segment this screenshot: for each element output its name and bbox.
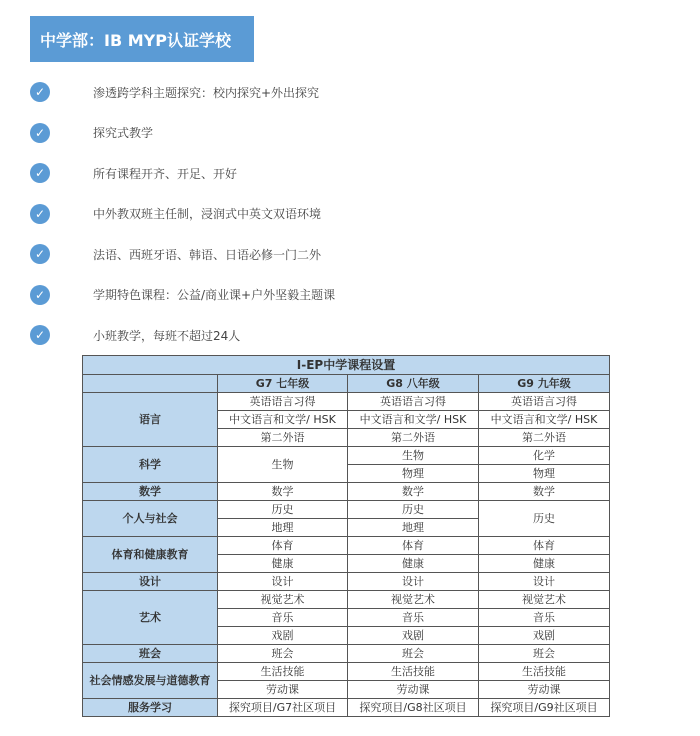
subject-language: 语言 — [83, 393, 218, 447]
table-cell: 探究项目/G7社区项目 — [218, 699, 348, 717]
table-cell: 生活技能 — [348, 663, 479, 681]
banner-title: 中学部：IB MYP认证学校 — [40, 30, 231, 50]
header-g7: G7 七年级 — [218, 375, 348, 393]
table-title-row — [83, 356, 610, 375]
table-cell: 生活技能 — [218, 663, 348, 681]
header-blank — [83, 375, 218, 393]
list-item — [30, 275, 670, 316]
table-cell: 数学 — [218, 483, 348, 501]
table-cell: 健康 — [479, 555, 610, 573]
table-cell: 探究项目/G8社区项目 — [348, 699, 479, 717]
curriculum-table-wrapper — [82, 355, 609, 717]
check-circle-icon: ✓ — [30, 123, 50, 143]
table-cell: 劳动课 — [218, 681, 348, 699]
list-item-text: 学期特色课程：公益/商业课+户外坚毅主题课 — [93, 288, 336, 303]
list-item-text: 所有课程开齐、开足、开好 — [93, 166, 238, 181]
table-cell: 体育 — [218, 537, 348, 555]
subject-class-meeting: 班会 — [83, 645, 218, 663]
table-cell: 体育 — [348, 537, 479, 555]
table-cell: 第二外语 — [348, 429, 479, 447]
table-cell: 探究项目/G9社区项目 — [479, 699, 610, 717]
list-item — [30, 194, 670, 235]
header-g8: G8 八年级 — [348, 375, 479, 393]
table-cell: 班会 — [479, 645, 610, 663]
table-cell: 地理 — [348, 519, 479, 537]
subject-arts: 艺术 — [83, 591, 218, 645]
check-circle-icon: ✓ — [30, 244, 50, 264]
subject-sel: 社会情感发展与道德教育 — [83, 663, 218, 699]
table-cell: 健康 — [348, 555, 479, 573]
table-row — [83, 663, 610, 681]
table-cell: 戏剧 — [218, 627, 348, 645]
table-cell: 中文语言和文学/ HSK — [218, 411, 348, 429]
table-cell: 生活技能 — [479, 663, 610, 681]
check-circle-icon: ✓ — [30, 285, 50, 305]
table-cell: 班会 — [218, 645, 348, 663]
table-cell: 设计 — [218, 573, 348, 591]
check-circle-icon: ✓ — [30, 163, 50, 183]
table-cell: 物理 — [479, 465, 610, 483]
subject-individuals: 个人与社会 — [83, 501, 218, 537]
table-cell: 英语语言习得 — [479, 393, 610, 411]
table-cell: 班会 — [348, 645, 479, 663]
table-cell: 物理 — [348, 465, 479, 483]
section-banner — [30, 16, 254, 62]
list-item-text: 中外教双班主任制，浸润式中英文双语环境 — [93, 207, 322, 222]
subject-science: 科学 — [83, 447, 218, 483]
list-item-text: 渗透跨学科主题探究：校内探究+外出探究 — [93, 85, 320, 100]
table-cell: 音乐 — [348, 609, 479, 627]
table-row — [83, 447, 610, 465]
table-cell: 中文语言和文学/ HSK — [348, 411, 479, 429]
header-g9: G9 九年级 — [479, 375, 610, 393]
table-cell: 英语语言习得 — [218, 393, 348, 411]
table-row — [83, 591, 610, 609]
table-cell: 地理 — [218, 519, 348, 537]
table-cell: 英语语言习得 — [348, 393, 479, 411]
table-cell: 劳动课 — [348, 681, 479, 699]
table-cell: 化学 — [479, 447, 610, 465]
list-item — [30, 234, 670, 275]
table-cell: 设计 — [479, 573, 610, 591]
curriculum-table — [82, 355, 610, 717]
list-item-text: 法语、西班牙语、韩语、日语必修一门二外 — [93, 247, 322, 262]
table-row — [83, 573, 610, 591]
subject-pe: 体育和健康教育 — [83, 537, 218, 573]
table-row — [83, 393, 610, 411]
table-row — [83, 501, 610, 519]
list-item — [30, 153, 670, 194]
table-cell: 历史 — [479, 501, 610, 537]
table-row — [83, 645, 610, 663]
table-cell: 劳动课 — [479, 681, 610, 699]
table-cell: 视觉艺术 — [218, 591, 348, 609]
table-cell: 视觉艺术 — [348, 591, 479, 609]
list-item — [30, 72, 670, 113]
table-cell: 生物 — [218, 447, 348, 483]
table-title: I-EP中学课程设置 — [83, 356, 610, 375]
check-circle-icon: ✓ — [30, 204, 50, 224]
table-cell: 数学 — [479, 483, 610, 501]
table-cell: 音乐 — [479, 609, 610, 627]
table-cell: 音乐 — [218, 609, 348, 627]
table-cell: 第二外语 — [479, 429, 610, 447]
table-cell: 戏剧 — [479, 627, 610, 645]
table-cell: 视觉艺术 — [479, 591, 610, 609]
feature-list — [30, 72, 670, 356]
table-cell: 戏剧 — [348, 627, 479, 645]
list-item-text: 小班教学，每班不超过24人 — [93, 328, 241, 343]
table-cell: 健康 — [218, 555, 348, 573]
table-row — [83, 483, 610, 501]
table-cell: 生物 — [348, 447, 479, 465]
table-cell: 历史 — [218, 501, 348, 519]
check-circle-icon: ✓ — [30, 325, 50, 345]
table-cell: 历史 — [348, 501, 479, 519]
table-cell: 数学 — [348, 483, 479, 501]
table-cell: 中文语言和文学/ HSK — [479, 411, 610, 429]
list-item-text: 探究式教学 — [93, 126, 154, 141]
table-row — [83, 699, 610, 717]
table-row — [83, 537, 610, 555]
subject-math: 数学 — [83, 483, 218, 501]
list-item — [30, 315, 670, 356]
table-cell: 体育 — [479, 537, 610, 555]
check-circle-icon: ✓ — [30, 82, 50, 102]
subject-design: 设计 — [83, 573, 218, 591]
table-cell: 第二外语 — [218, 429, 348, 447]
list-item — [30, 113, 670, 154]
subject-service: 服务学习 — [83, 699, 218, 717]
table-cell: 设计 — [348, 573, 479, 591]
table-header-row — [83, 375, 610, 393]
